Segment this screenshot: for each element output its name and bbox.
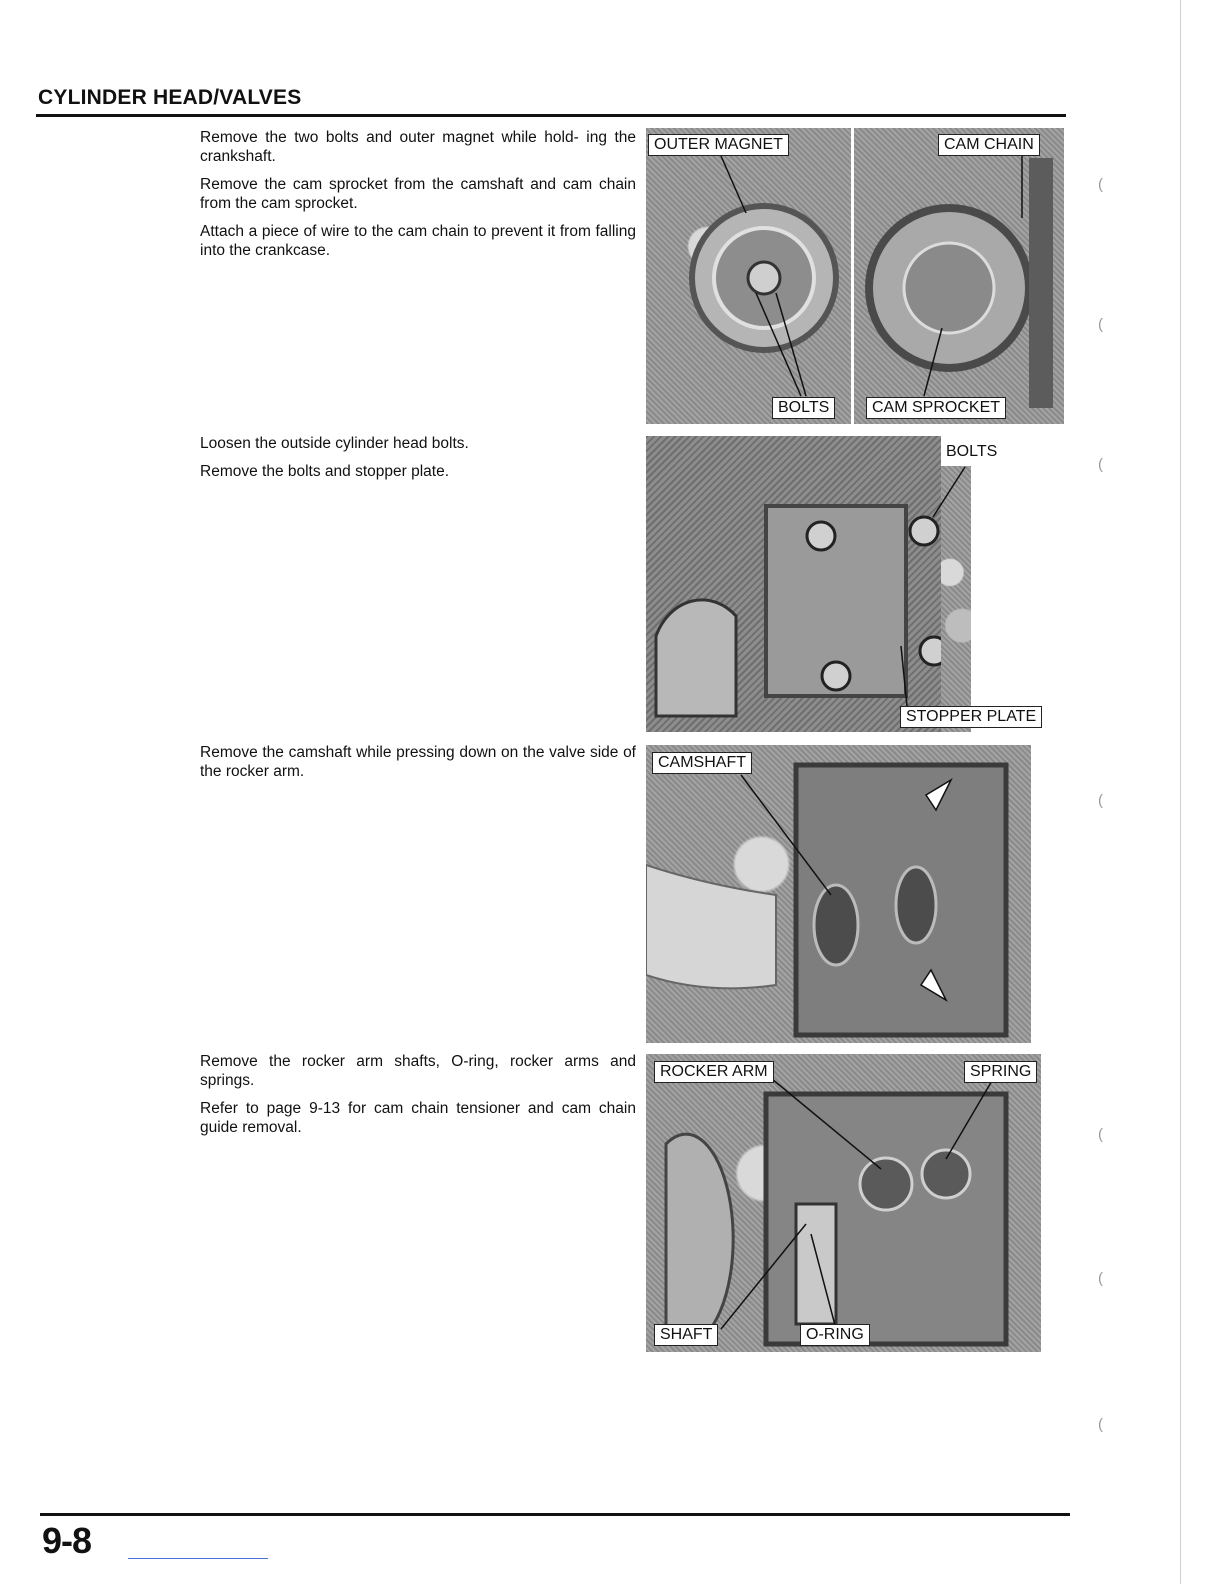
label-shaft: SHAFT xyxy=(654,1324,718,1346)
margin-mark: ( xyxy=(1098,792,1103,809)
step-paragraph: Refer to page 9-13 for cam chain tensioner and cam chain guide removal. xyxy=(200,1100,636,1136)
margin-mark: ( xyxy=(1098,176,1103,193)
figure-rocker-arm-drawing xyxy=(646,1054,1041,1352)
step-paragraph: Loosen the outside cylinder head bolts. xyxy=(200,435,469,452)
footer-link-underline xyxy=(128,1558,268,1559)
label-cam-sprocket: CAM SPROCKET xyxy=(866,397,1006,419)
figure-camshaft-photo xyxy=(646,745,1031,1043)
figure-cam-sprocket-photo xyxy=(854,128,1064,424)
label-bolts: BOLTS xyxy=(772,397,835,419)
figure-cam-sprocket-drawing xyxy=(854,128,1064,424)
margin-mark: ( xyxy=(1098,1270,1103,1287)
page-edge-line xyxy=(1180,0,1181,1584)
step-paragraph: Remove the rocker arm shafts, O-ring, rocker arms and springs. xyxy=(200,1053,636,1089)
margin-mark: ( xyxy=(1098,316,1103,333)
step-paragraph: Remove the two bolts and outer magnet while hold- ing the crankshaft. xyxy=(200,129,636,165)
label-bolts-2: BOLTS xyxy=(946,443,998,460)
step-4-text xyxy=(200,1052,636,1146)
label-rocker-arm: ROCKER ARM xyxy=(654,1061,774,1083)
label-cam-chain: CAM CHAIN xyxy=(938,134,1040,156)
margin-mark: ( xyxy=(1098,456,1103,473)
label-stopper-plate: STOPPER PLATE xyxy=(900,706,1042,728)
step-3-text xyxy=(200,743,636,790)
label-spring: SPRING xyxy=(964,1061,1037,1083)
figure-outer-magnet-photo xyxy=(646,128,851,424)
step-paragraph: Remove the camshaft while pressing down on the valve side of the rocker arm. xyxy=(200,744,636,780)
figure-stopper-plate-photo xyxy=(646,436,941,732)
figure-rocker-arm-photo xyxy=(646,1054,1041,1352)
margin-mark: ( xyxy=(1098,1126,1103,1143)
figure-camshaft-drawing xyxy=(646,745,1031,1043)
step-paragraph: Remove the cam sprocket from the camshaft and cam chain from the cam sprocket. xyxy=(200,176,636,212)
step-paragraph: Remove the bolts and stopper plate. xyxy=(200,463,450,480)
step-paragraph: Attach a piece of wire to the cam chain to prevent it from falling into the crankcase. xyxy=(200,223,636,259)
step-1-text xyxy=(200,128,636,269)
figure-outer-magnet-drawing xyxy=(646,128,851,424)
header-rule xyxy=(36,114,1066,117)
section-title: CYLINDER HEAD/VALVES xyxy=(38,86,302,109)
label-o-ring: O-RING xyxy=(800,1324,870,1346)
step-2-text xyxy=(200,434,636,490)
label-camshaft: CAMSHAFT xyxy=(652,752,752,774)
label-outer-magnet: OUTER MAGNET xyxy=(648,134,789,156)
page-number: 9-8 xyxy=(42,1520,92,1561)
margin-mark: ( xyxy=(1098,1416,1103,1433)
leader-line-bolts xyxy=(925,462,975,522)
figure-stopper-plate-drawing xyxy=(646,436,941,732)
footer-rule xyxy=(40,1513,1070,1516)
